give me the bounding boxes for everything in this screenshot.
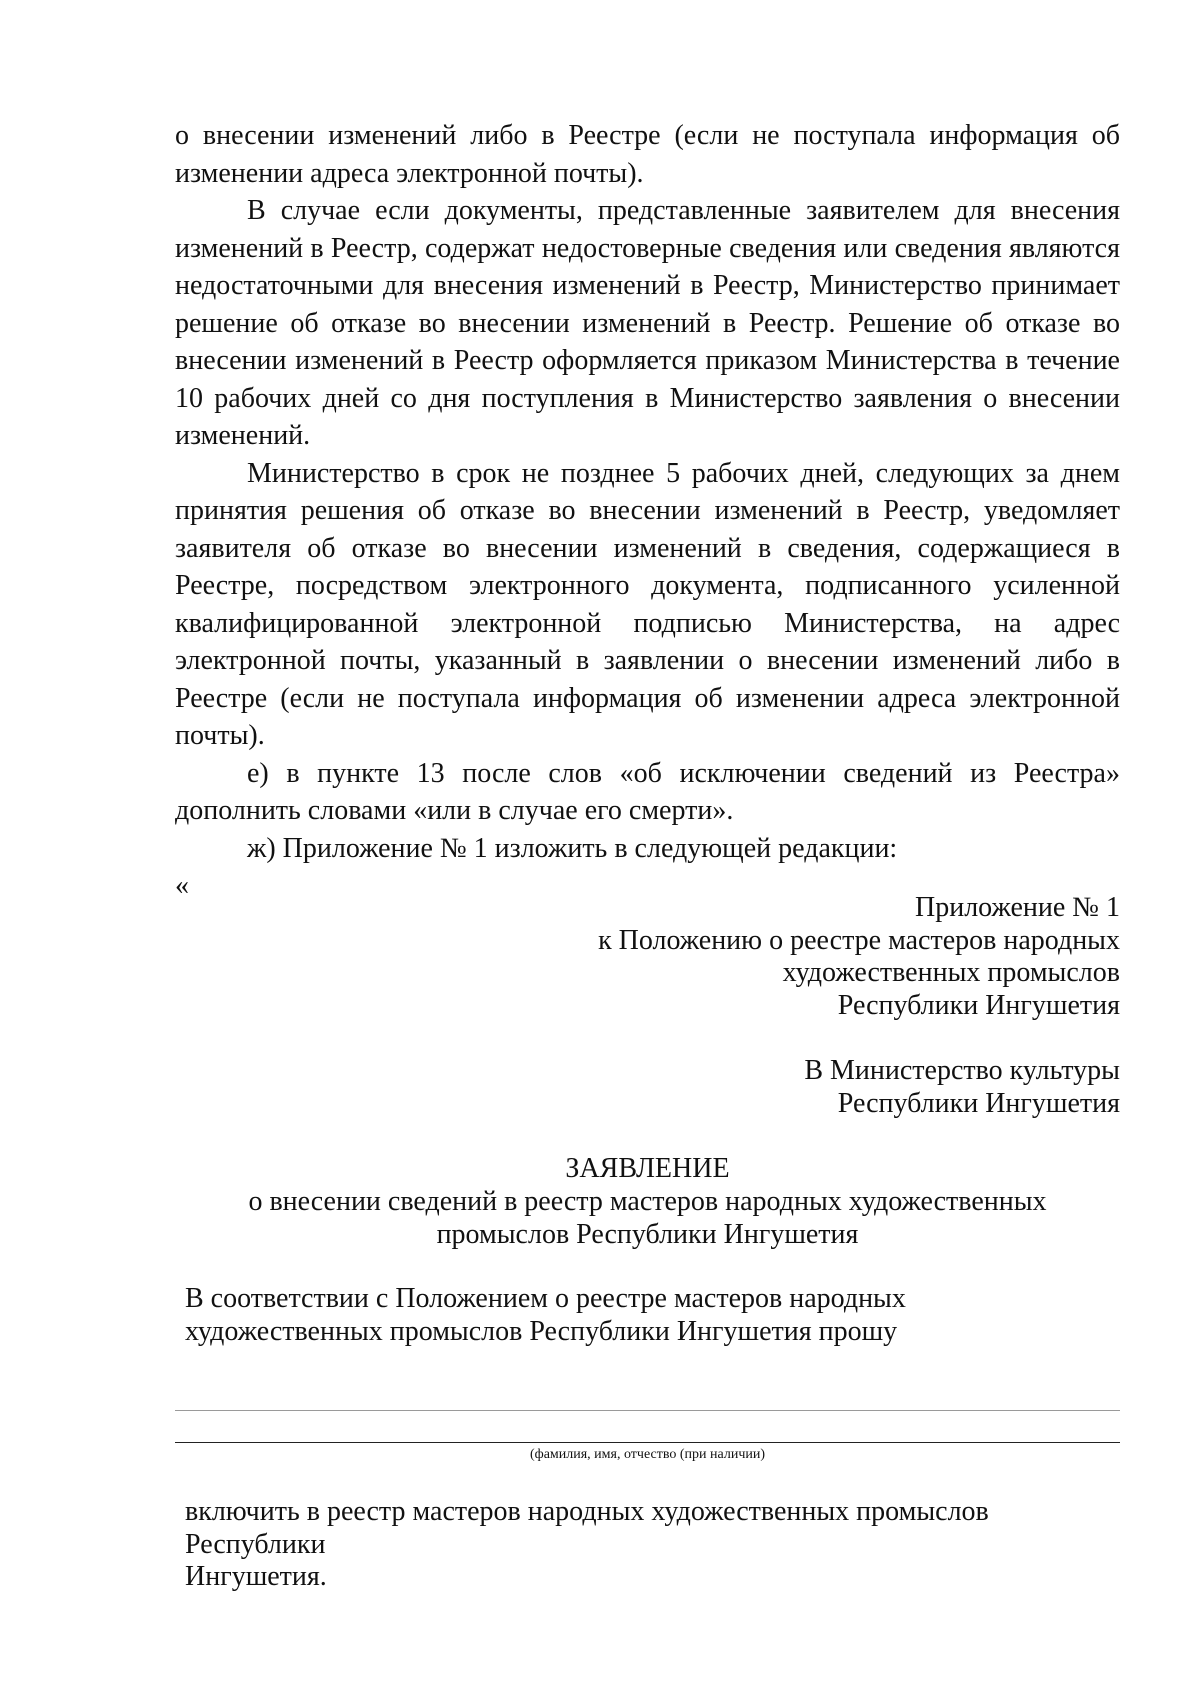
appendix-header xyxy=(598,892,1120,1022)
name-field-caption: (фамилия, имя, отчество (при наличии) xyxy=(529,1447,766,1462)
closing-line: включить в реестр мастеров народных художественных промыслов Республики xyxy=(185,1496,989,1560)
request-line: художественных промыслов Республики Ингушетия прошу xyxy=(185,1315,898,1347)
application-closing xyxy=(185,1496,1130,1594)
paragraph-continuation: о внесении изменений либо в Реестре (если не поступала информация об изменении адреса электронной почты). xyxy=(175,120,1120,189)
fill-in-line xyxy=(175,1410,1120,1411)
application-subtitle-line: о внесении сведений в реестр мастеров народных художественных xyxy=(248,1186,1047,1217)
closing-line: Ингушетия. xyxy=(185,1561,327,1592)
appendix-number: Приложение № 1 xyxy=(915,892,1120,923)
appendix-reference-line: художественных промыслов xyxy=(782,957,1120,988)
application-request xyxy=(185,1283,1130,1348)
appendix-reference-line: к Положению о реестре мастеров народных xyxy=(598,924,1120,956)
addressee-line: Республики Ингушетия xyxy=(837,1087,1120,1119)
addressee-line: В Министерство культуры xyxy=(804,1055,1120,1086)
document-body xyxy=(175,117,1120,905)
appendix-reference-line: Республики Ингушетия xyxy=(837,989,1120,1021)
paragraph-notification: Министерство в срок не позднее 5 рабочих дней, следующих за днем принятия решения об отказе во внесении изменений в Реестр, уведомляет заявителя об отказе во внесении изменений в сведения, содержащиеся в Реестре, посредством электронного документа, подписанного усиленной квалифицированной электронной подписью Министерства, на адрес электронной почты, указанный в заявлении о внесении изменений либо в Реестре (если не поступала информация об изменении адреса электронной почты). xyxy=(175,457,1120,751)
name-field-line xyxy=(175,1442,1120,1443)
addressee-block xyxy=(804,1055,1120,1120)
paragraph-item-zh: ж) Приложение № 1 изложить в следующей редакции: xyxy=(247,832,898,864)
paragraph-item-e: е) в пункте 13 после слов «об исключении сведений из Реестра» дополнить словами «или в случае его смерти». xyxy=(175,757,1120,826)
request-line: В соответствии с Положением о реестре мастеров народных xyxy=(185,1283,906,1314)
application-subtitle xyxy=(175,1186,1120,1251)
opening-quote-mark: « xyxy=(175,870,189,901)
paragraph-refusal-decision: В случае если документы, представленные заявителем для внесения изменений в Реестр, содержат недостоверные сведения или сведения являются недостаточными для внесения изменений в Реестр, Министерство принимает решение об отказе во внесении изменений в Реестр. Решение об отказе во внесении изменений в Реестр оформляется приказом Министерства в течение 10 рабочих дней со дня поступления в Министерство заявления о внесении изменений. xyxy=(175,195,1120,451)
application-title: ЗАЯВЛЕНИЕ xyxy=(565,1153,730,1184)
application-subtitle-line: промыслов Республики Ингушетия xyxy=(436,1218,859,1250)
